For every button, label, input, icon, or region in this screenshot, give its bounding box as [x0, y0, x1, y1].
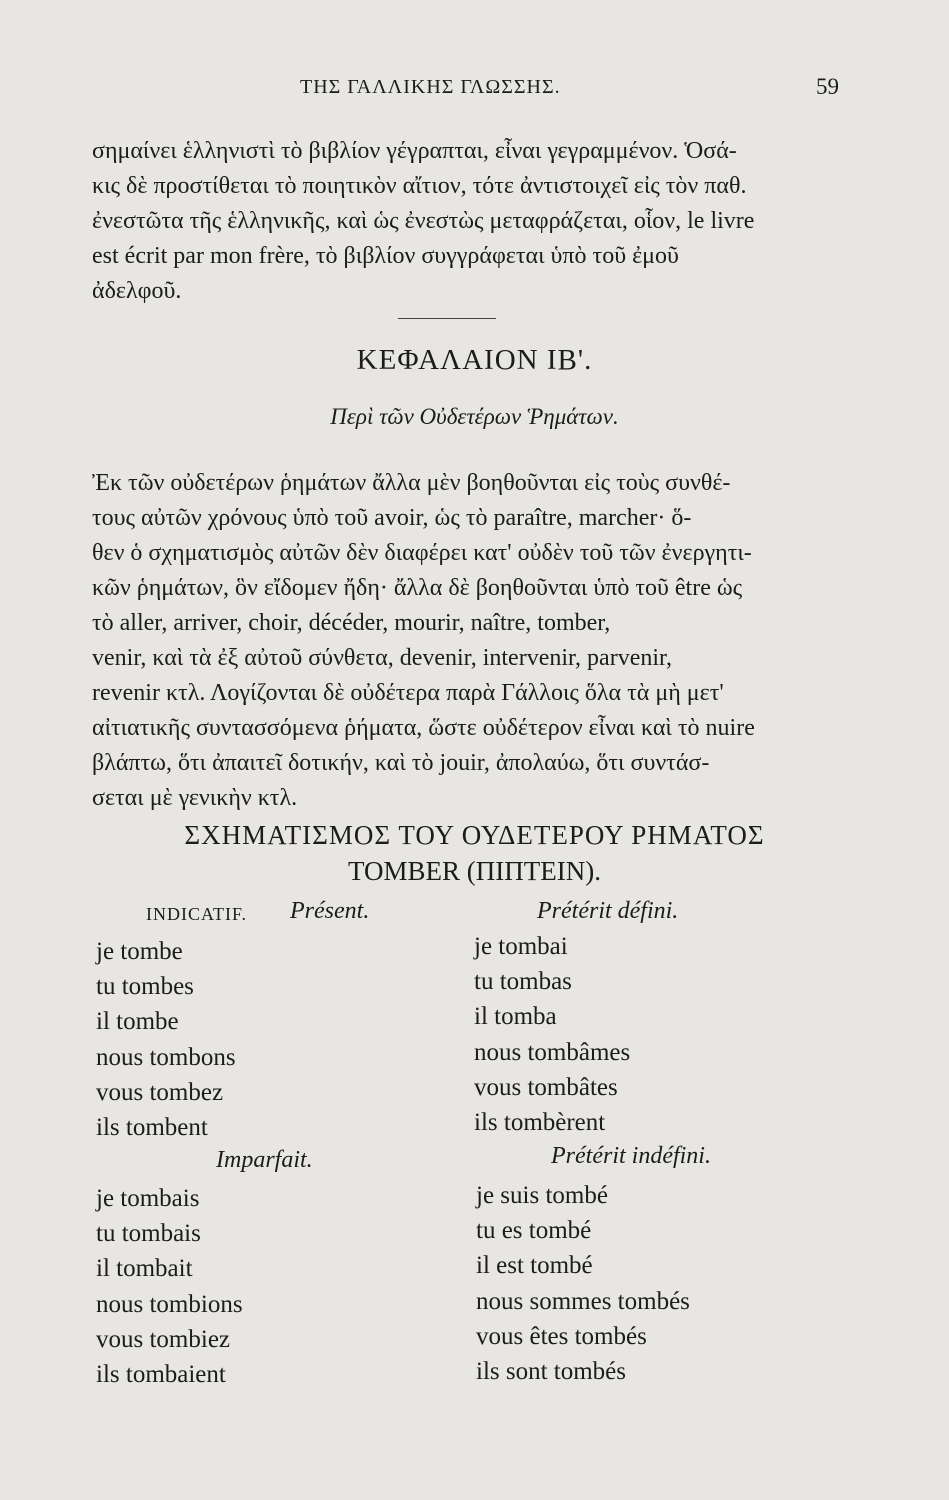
- body-line: Ἐκ τῶν οὐδετέρων ῥημάτων ἄλλα μὲν βοηθοῦνται εἰς τοὺς συνθέ-: [92, 470, 731, 496]
- section-divider: [398, 318, 496, 319]
- verb-form: tu tombes: [96, 973, 194, 1001]
- verb-form: nous tombons: [96, 1043, 236, 1071]
- intro-line: σημαίνει ἑλληνιστὶ τὸ βιβλίον γέγραπται, εἶναι γεγραμμένον. Ὁσά-: [92, 138, 737, 164]
- verb-form: je suis tombé: [476, 1182, 608, 1209]
- verb-form: je tombe: [96, 938, 183, 965]
- verb-form: ils tombaient: [96, 1360, 226, 1388]
- body-line: κῶν ῥημάτων, ὃν εἴδομεν ἤδη· ἄλλα δὲ βοηθοῦνται ὑπὸ τοῦ être ὡς: [92, 575, 743, 601]
- imparfait-forms: [96, 1181, 243, 1392]
- verb-form: ils tombèrent: [474, 1108, 606, 1136]
- tense-label-imparfait: Imparfait.: [216, 1147, 313, 1173]
- verb-form: je tombai: [474, 933, 568, 960]
- verb-form: tu tombais: [96, 1220, 201, 1248]
- body-line: venir, καὶ τὰ ἐξ αὐτοῦ σύνθετα, devenir, intervenir, parvenir,: [92, 645, 673, 671]
- verb-form: il tomba: [474, 1003, 557, 1031]
- tense-label-preterit-defini: Prétérit défini.: [537, 898, 679, 924]
- conjugation-heading: ΣΧΗΜΑΤΙΣΜΟΣ ΤΟΥ ΟΥΔΕΤΕΡΟΥ ΡΗΜΑΤΟΣ: [184, 820, 765, 850]
- body-line: revenir κτλ. Λογίζονται δὲ οὐδέτερα παρὰ Γάλλοις ὅλα τὰ μὴ μετ': [92, 680, 724, 706]
- mood-label: INDICATIF.: [146, 904, 248, 924]
- verb-form: nous tombions: [96, 1290, 243, 1318]
- verb-form: tu es tombé: [476, 1217, 592, 1245]
- body-line: σεται μὲ γενικὴν κτλ.: [92, 785, 298, 811]
- verb-form: ils tombent: [96, 1113, 208, 1141]
- verb-form: vous tombez: [96, 1078, 224, 1106]
- present-forms: [96, 934, 236, 1145]
- chapter-title: ΚΕΦΑΛΑΙΟΝ ΙΒ'.: [356, 344, 593, 376]
- verb-form: il tombait: [96, 1255, 193, 1283]
- intro-line: κις δὲ προστίθεται τὸ ποιητικὸν αἴτιον, τότε ἀντιστοιχεῖ εἰς τὸν παθ.: [92, 173, 747, 199]
- verb-form: je tombais: [96, 1185, 200, 1212]
- verb-form: vous tombâtes: [474, 1073, 618, 1101]
- body-paragraph: [92, 466, 854, 816]
- body-line: τὸ aller, arriver, choir, décéder, mourir, naître, tomber,: [92, 610, 611, 636]
- intro-line: ἀδελφοῦ.: [92, 278, 182, 304]
- intro-paragraph: [92, 134, 854, 309]
- tense-label-preterit-indefini: Prétérit indéfini.: [551, 1143, 711, 1169]
- conjugation-heading-verb: TOMBER (ΠΙΠΤΕΙΝ).: [348, 856, 601, 886]
- verb-form: nous sommes tombés: [476, 1287, 690, 1315]
- preterit-defini-forms: [474, 929, 630, 1140]
- intro-line: est écrit par mon frère, τὸ βιβλίον συγγράφεται ὑπὸ τοῦ ἐμοῦ: [92, 243, 679, 269]
- running-title: ΤΗΣ ΓΑΛΛΙΚΗΣ ΓΛΩΣΣΗΣ.: [300, 76, 561, 98]
- body-line: θεν ὁ σχηματισμὸς αὐτῶν δὲν διαφέρει κατ' οὐδὲν τοῦ τῶν ἐνεργητι-: [92, 540, 752, 566]
- chapter-subtitle: Περὶ τῶν Οὐδετέρων Ῥημάτων.: [330, 404, 619, 429]
- verb-form: il tombe: [96, 1008, 179, 1036]
- body-line: τους αὐτῶν χρόνους ὑπὸ τοῦ avoir, ὡς τὸ paraître, marcher· ὅ-: [92, 505, 692, 531]
- verb-form: vous êtes tombés: [476, 1322, 647, 1350]
- verb-form: vous tombiez: [96, 1325, 231, 1353]
- tense-label-present: Présent.: [290, 898, 370, 924]
- verb-form: ils sont tombés: [476, 1357, 627, 1385]
- body-line: αἰτιατικῆς συντασσόμενα ῥήματα, ὥστε οὐδέτερον εἶναι καὶ τὸ nuire: [92, 715, 755, 741]
- intro-line: ἐνεστῶτα τῆς ἑλληνικῆς, καὶ ὡς ἐνεστὼς μεταφράζεται, οἷον, le livre: [92, 208, 755, 234]
- body-line: βλάπτω, ὅτι ἀπαιτεῖ δοτικήν, καὶ τὸ jouir, ἀπολαύω, ὅτι συντάσ-: [92, 750, 710, 776]
- preterit-indefini-forms: [476, 1178, 690, 1389]
- page-number: 59: [816, 74, 839, 99]
- verb-form: il est tombé: [476, 1252, 593, 1280]
- verb-form: nous tombâmes: [474, 1038, 631, 1066]
- verb-form: tu tombas: [474, 968, 572, 996]
